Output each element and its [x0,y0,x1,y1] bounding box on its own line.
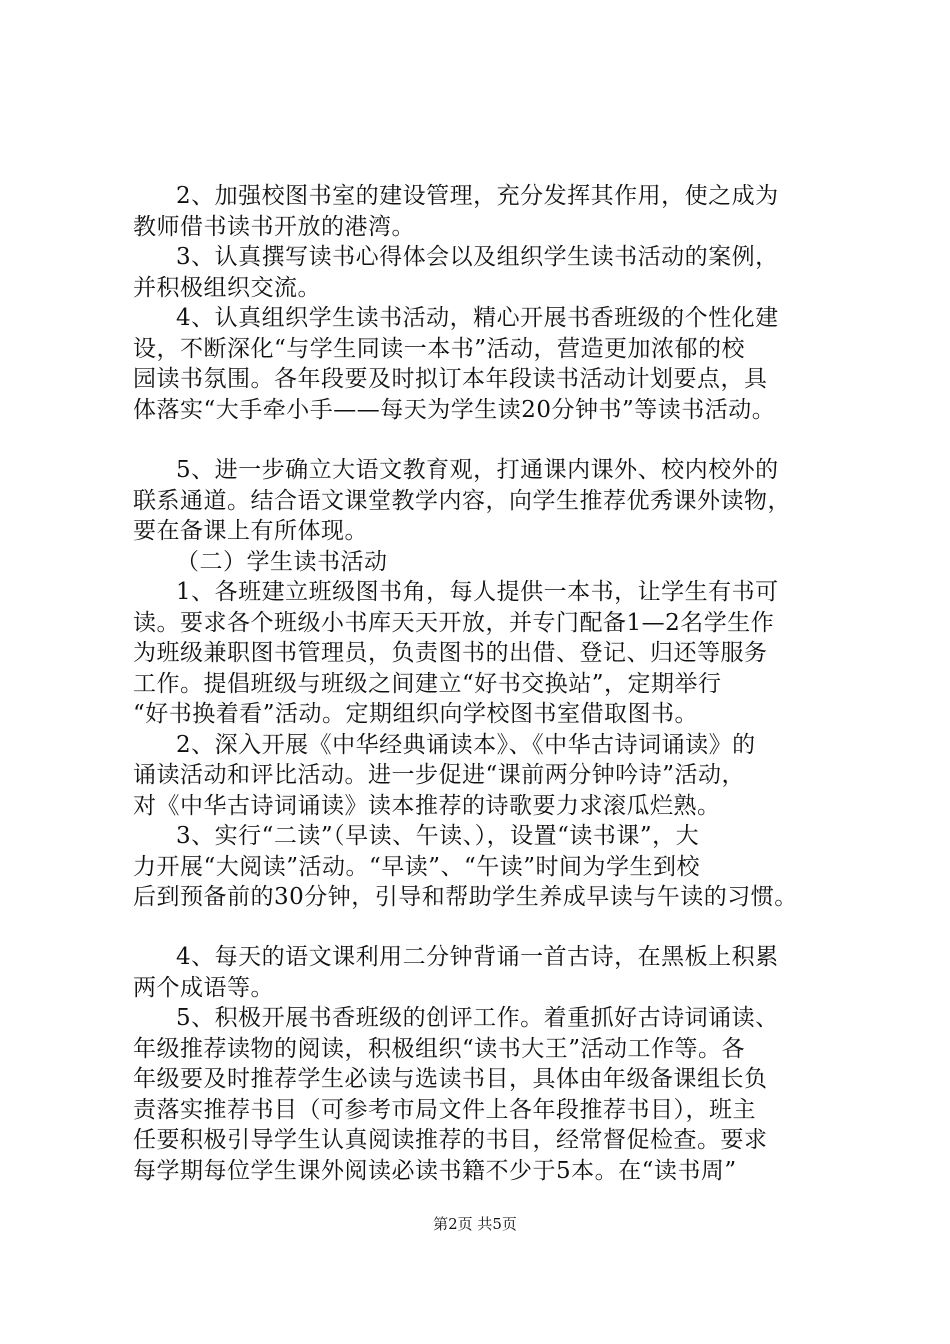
text-line: 后到预备前的30分钟，引导和帮助学生养成早读与午读的习惯。 [133,884,798,910]
text-line: “好书换着看”活动。定期组织向学校图书室借取图书。 [133,701,699,727]
text-line: 工作。提倡班级与班级之间建立“好书交换站”，定期举行 [133,671,722,697]
text-line: 3、认真撰写读书心得体会以及组织学生读书活动的案例， [176,244,779,270]
text-line: 每学期每位学生课外阅读必读书籍不少于5本。在“读书周” [133,1158,737,1184]
text-line: 4、认真组织学生读书活动，精心开展书香班级的个性化建 [176,305,779,331]
text-line: 联系通道。结合语文课堂教学内容，向学生推荐优秀课外读物， [133,488,791,514]
text-line: 力开展“大阅读”活动。“早读”、“午读”时间为学生到校 [133,854,701,880]
text-line: 设，不断深化“与学生同读一本书”活动，营造更加浓郁的校 [133,336,746,362]
text-line: 4、每天的语文课利用二分钟背诵一首古诗，在黑板上积累 [176,944,779,970]
text-line: 两个成语等。 [133,975,274,1001]
text-line: 体落实“大手牵小手——每天为学生读20分钟书”等读书活动。 [133,397,776,423]
text-line: 年级推荐读物的阅读，积极组织“读书大王”活动工作等。各 [133,1036,746,1062]
text-line: 5、进一步确立大语文教育观，打通课内课外、校内校外的 [176,457,779,483]
text-line: 1、各班建立班级图书角，每人提供一本书，让学生有书可 [176,579,779,605]
text-line: 3、实行“二读”（早读、午读、），设置“读书课”，大 [176,823,700,849]
text-line: 诵读活动和评比活动。进一步促进“课前两分钟吟诗”活动， [133,762,746,788]
text-line: 为班级兼职图书管理员，负责图书的出借、登记、归还等服务 [133,640,768,666]
page-number-footer: 第2页 共5页 [433,1215,517,1233]
text-line: 要在备课上有所体现。 [133,518,368,544]
section-heading: （二）学生读书活动 [176,549,388,575]
text-line: 园读书氛围。各年段要及时拟订本年段读书活动计划要点，具 [133,366,768,392]
text-line: 年级要及时推荐学生必读与选读书目，具体由年级备课组长负 [133,1066,768,1092]
text-line: 教师借书读书开放的港湾。 [133,214,415,240]
text-line: 读。要求各个班级小书库天天开放，并专门配备1—2名学生作 [133,610,775,636]
text-line: 任要积极引导学生认真阅读推荐的书目，经常督促检查。要求 [133,1127,768,1153]
text-line: 并积极组织交流。 [133,275,321,301]
text-line: 责落实推荐书目（可参考市局文件上各年段推荐书目），班主 [133,1097,756,1123]
text-line: 对《中华古诗词诵读》读本推荐的诗歌要力求滚瓜烂熟。 [133,793,721,819]
text-line: 5、积极开展书香班级的创评工作。着重抓好古诗词诵读、 [176,1005,779,1031]
text-line: 2、深入开展《中华经典诵读本》、《中华古诗词诵读》的 [176,732,756,758]
text-line: 2、加强校图书室的建设管理，充分发挥其作用，使之成为 [176,183,779,209]
